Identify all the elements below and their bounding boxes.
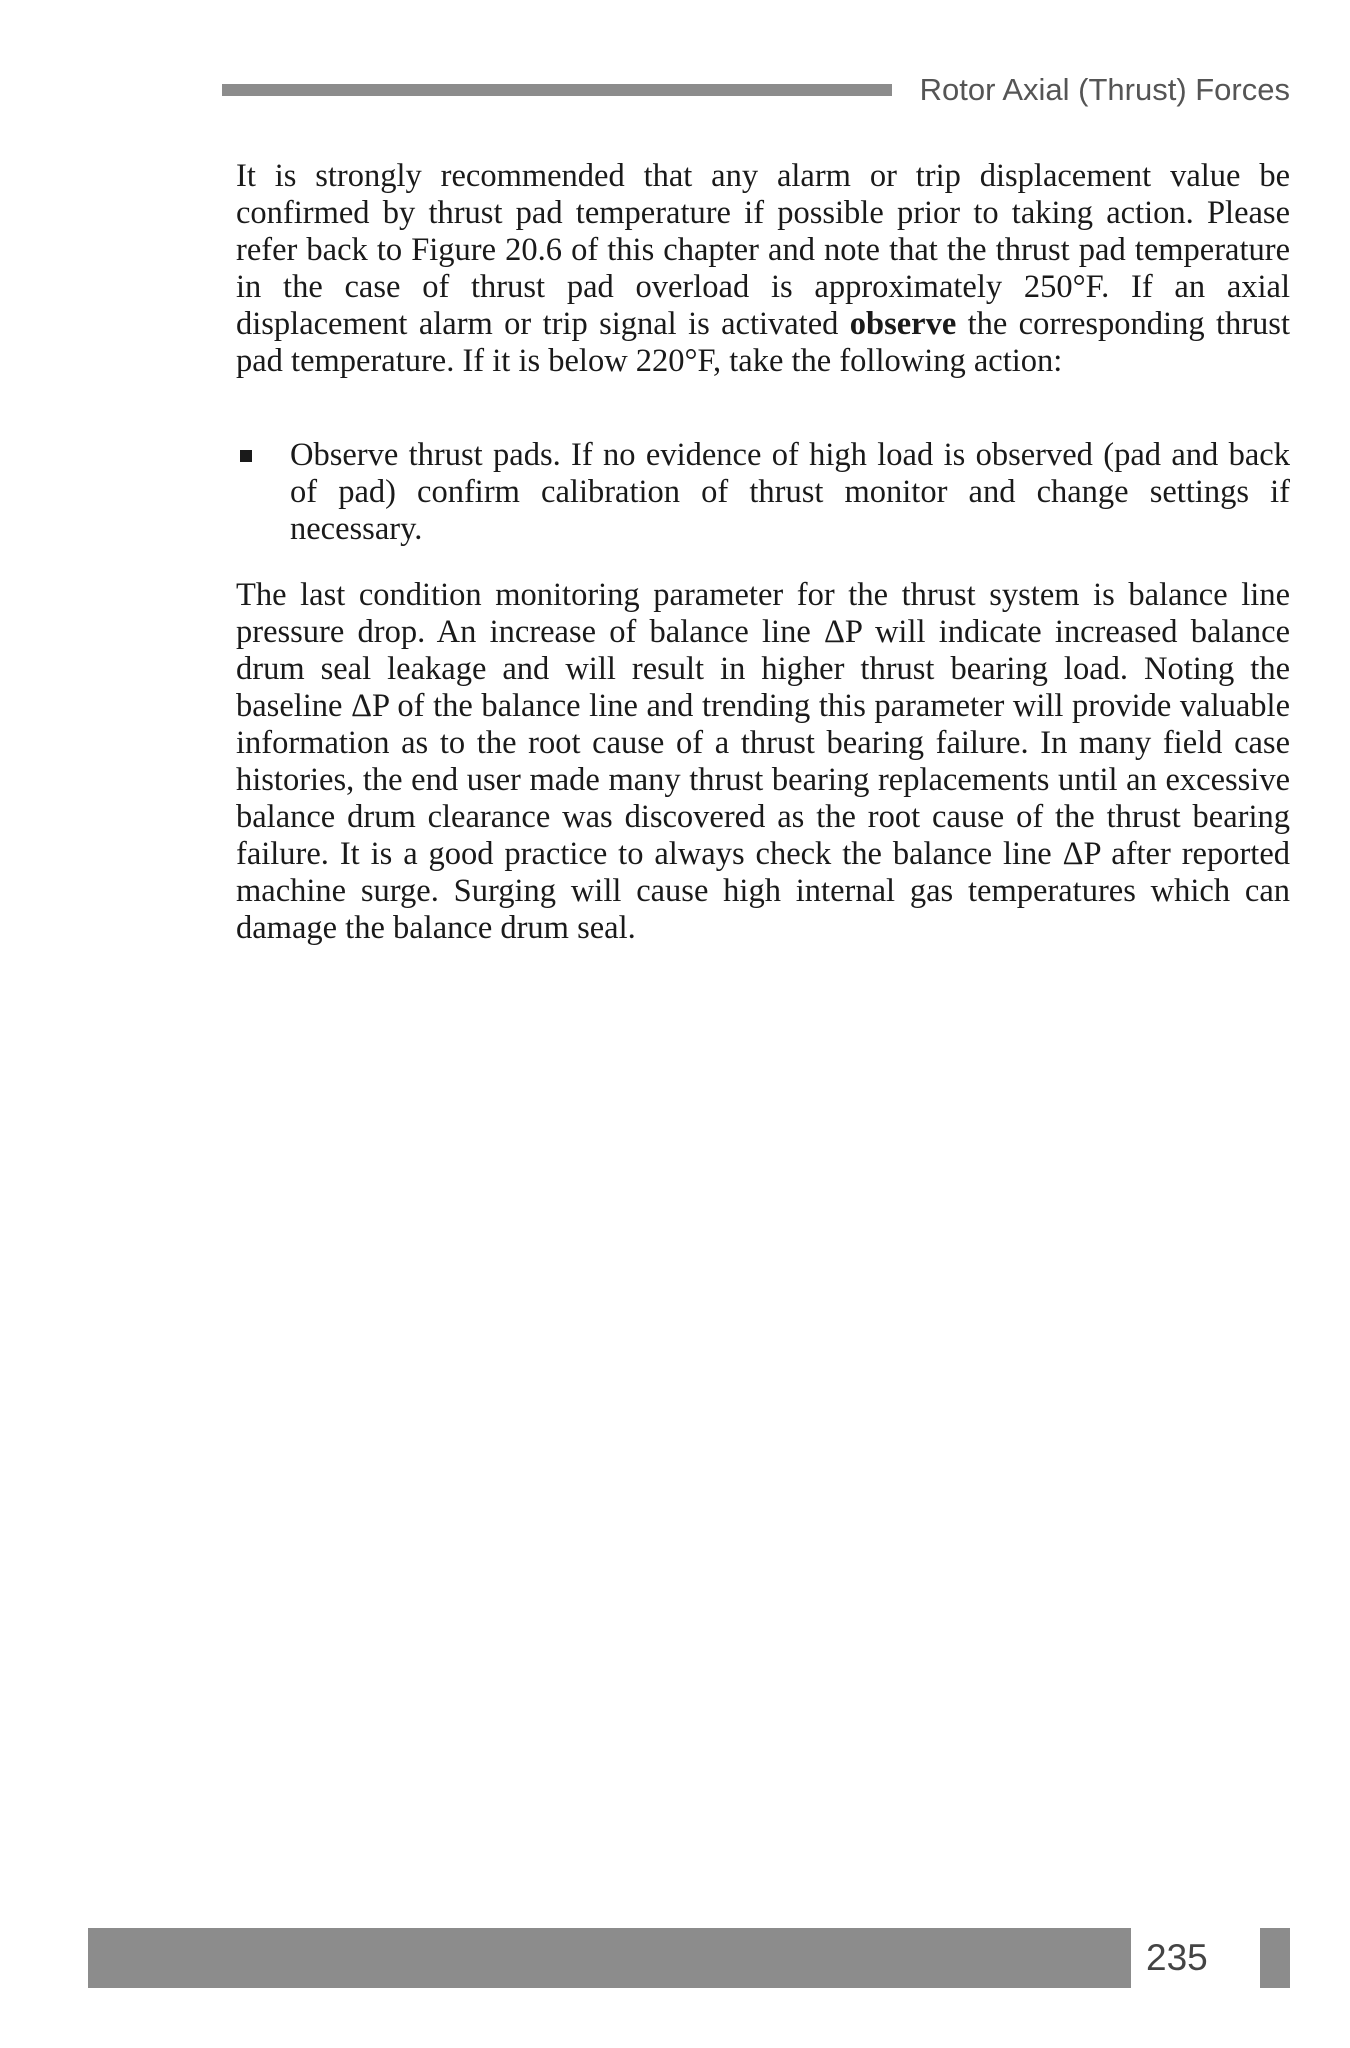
- footer-block: [1260, 1928, 1290, 1988]
- paragraph-balance-line-pressure: The last condition monitoring parameter for the thrust system is balance line pressure drop. An increase of balance line ΔP will indicate increased balance drum seal leakage and will result in higher thrust bearing load. Noting the baseline ΔP of the balance line and trending this parameter will provide valuable information as to the root cause of a thrust bearing failure. In many field case histories, the end user made many thrust bearing replacements until an excessive balance drum clearance was discovered as the root cause of the thrust bearing failure. It is a good practice to always check the balance line ΔP after reported machine surge. Surging will cause high internal gas temperatures which can damage the balance drum seal.: [236, 577, 1290, 946]
- paragraph-1-bold-word: observe: [849, 306, 957, 342]
- bullet-item: [236, 437, 1290, 548]
- bullet-item-text: Observe thrust pads. If no evidence of high load is observed (pad and back of pad) confirm calibration of thrust monitor and change settings if necessary.: [290, 437, 1290, 547]
- page-number: 235: [1146, 1937, 1208, 1978]
- running-header: [222, 68, 1290, 112]
- header-rule: [222, 84, 892, 96]
- paragraph-thrust-pad-temperature: [236, 158, 1290, 380]
- footer-rule: [88, 1928, 1131, 1988]
- bullet-list: [236, 437, 1290, 548]
- paragraph-1-text-start: It is strongly recommended that any alarm or trip displacement value be confirmed by thrust pad temperature if possible prior to taking action. Please refer back to Figure 20.6 of this chapter and note that the thrust pad temperature in the case of thrust pad overload is approximately 250°F. If an axial displacement alarm or trip signal is activated: [236, 158, 1290, 342]
- running-header-title: Rotor Axial (Thrust) Forces: [919, 72, 1290, 107]
- square-bullet-icon: [240, 450, 252, 462]
- paragraph-1-text-end: the corresponding thrust pad temperature. If it is below 220°F, take the following action:: [236, 306, 1290, 379]
